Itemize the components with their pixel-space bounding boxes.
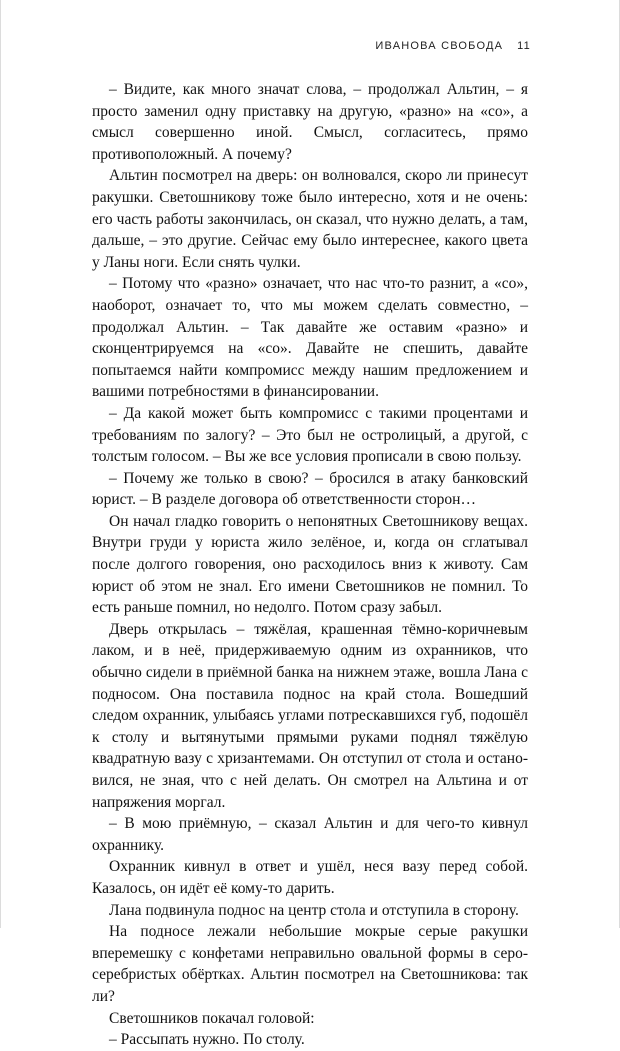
body-text	[92, 79, 528, 1051]
running-title: ИВАНОВА СВОБОДА	[375, 40, 504, 52]
paragraph: Охранник кивнул в ответ и ушёл, неся вазу перед собой. Казалось, он идёт её кому-то дарить.	[92, 858, 528, 897]
page-number: 11	[517, 40, 531, 52]
paragraph: Лана подвинула поднос на центр стола и отступила в сторону.	[109, 901, 519, 919]
running-header	[375, 40, 531, 52]
paragraph: – Потому что «разно» означает, что нас что-то разнит, а «со», наоборот, означает то, что мы можем сделать совместно, – продолжал Альтин. – Так давайте же оставим «разно» и сконцентрируемся на «со». Давайте не спешить, давайте попытаемся найти компромисс между нашим предложением и вашими потребностями в финансировании.	[92, 275, 528, 401]
paragraph: Дверь открылась – тяжёлая, крашенная тёмно-коричневым лаком, и в неё, придерживаемую одним из охранников, что обычно сидели в приёмной банка на нижнем этаже, вошла Лана с подносом. Она поставила поднос на край стола. Вошедший следом охранник, улыбаясь углами потрескавшихся губ, подошёл к столу и вытянутыми прямыми руками поднял тяжёлую квадратную вазу с хризантемами. Он отступил от стола и остановился, не зная, что с ней делать. Он смотрел на Альтина и от напряжения моргал.	[92, 620, 528, 811]
paragraph: – Почему же только в свою? – бросился в атаку банковский юрист. – В разделе договора об ответственности сторон…	[92, 469, 528, 509]
paragraph: Альтин посмотрел на дверь: он волновался, скоро ли принесут ракушки. Светошникову тоже было интересно, хотя и не очень: его часть работы закончилась, он сказал, что нужно делать, а там, дальше, – это другие. Сейчас ему было интереснее, какого цвета у Ланы ноги. Если снять чулки.	[92, 167, 528, 271]
paragraph: – Рассыпать нужно. По столу.	[109, 1031, 305, 1049]
paragraph: Светошников покачал головой:	[109, 1009, 315, 1027]
paragraph: – В мою приёмную, – сказал Альтин и для чего-то кивнул охраннику.	[92, 815, 528, 854]
paragraph: Он начал гладко говорить о непонятных Светошникову вещах. Внутри груди у юриста жило зелёное, и, когда он сглатывал после долгого говорения, оно расходилось вниз к животу. Сам юрист об этом не знал. Его имени Светошников не помнил. То есть раньше помнил, но недолго. Потом сразу забыл.	[92, 512, 528, 617]
paragraph: На подносе лежали небольшие мокрые серые ракушки вперемешку с конфетами неправильно овальной формы в серо-серебристых обёртках. Альтин посмотрел на Светошникова: так ли?	[92, 923, 528, 1005]
paragraph: – Видите, как много значат слова, – продолжал Альтин, – я просто заменил одну приставку на другую, «разно» на «со», а смысл совершенно иной. Смысл, согласитесь, прямо противоположный. А почему?	[92, 81, 528, 163]
paragraph: – Да какой может быть компромисс с такими процентами и требованиям по залогу? – Это был не остролицый, а другой, с толстым голосом. – Вы же все условия прописали в свою пользу.	[92, 404, 528, 466]
